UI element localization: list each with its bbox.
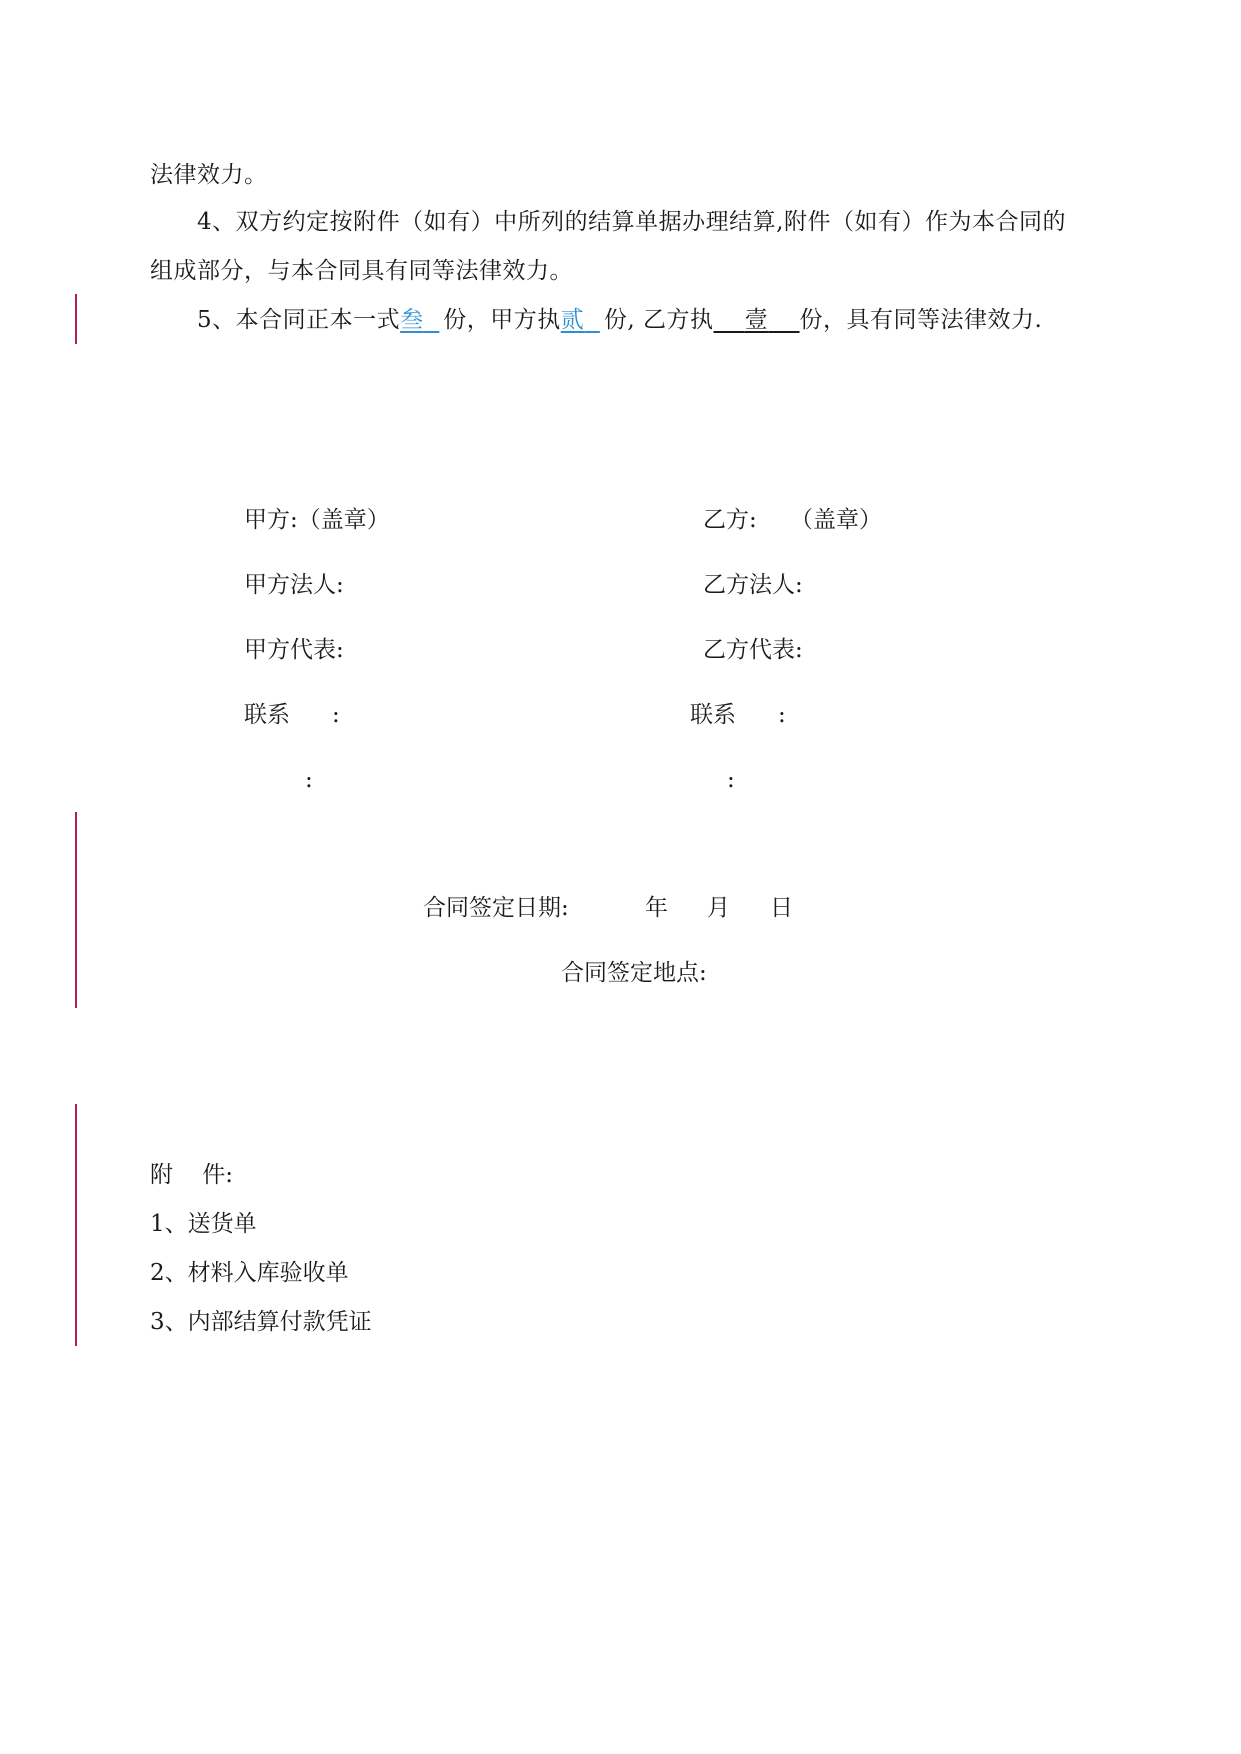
revision-bar-3 <box>75 1104 77 1346</box>
signing-day: 日 <box>770 895 793 921</box>
copies-total-field[interactable]: 叁 <box>400 307 424 333</box>
signing-date-label: 合同签定日期: <box>423 895 569 921</box>
clause4-line1: 4、双方约定按附件（如有）中所列的结算单据办理结算,附件（如有）作为本合同的 <box>197 209 1066 235</box>
party-b-seal-label: 乙方: <box>703 507 757 533</box>
clause5-mid2: 份, 乙方执 <box>603 307 714 333</box>
copies-party-b-field[interactable]: 壹 <box>744 307 769 333</box>
attachment-item-2: 2、材料入库验收单 <box>150 1260 349 1286</box>
clause5 <box>197 305 1042 335</box>
copies-party-a-field[interactable]: 贰 <box>560 307 585 333</box>
party-b-contact-colon: : <box>778 702 786 728</box>
party-a-representative: 甲方代表: <box>244 637 344 663</box>
clause5-prefix: 5、本合同正本一式 <box>197 307 401 333</box>
attachments-heading: 附 件: <box>150 1162 234 1188</box>
party-a-second-colon: : <box>305 767 313 793</box>
clause4-line2: 组成部分，与本合同具有同等法律效力。 <box>150 258 573 284</box>
party-b-legal-person: 乙方法人: <box>703 572 803 598</box>
attachment-item-1: 1、送货单 <box>150 1211 257 1237</box>
attachment-item-3: 3、内部结算付款凭证 <box>150 1309 372 1335</box>
signing-month: 月 <box>707 895 730 921</box>
signing-year: 年 <box>645 895 668 921</box>
revision-bar-1 <box>75 294 77 344</box>
clause5-suffix: 份，具有同等法律效力. <box>799 307 1043 333</box>
party-b-representative: 乙方代表: <box>703 637 803 663</box>
party-a-contact-colon: : <box>332 702 340 728</box>
party-a-seal: 甲方:（盖章） <box>244 507 390 533</box>
revision-bar-2 <box>75 812 77 1008</box>
party-b-second-colon: : <box>727 767 735 793</box>
party-b-seal-note: （盖章） <box>790 507 882 533</box>
clause3-tail: 法律效力。 <box>150 162 268 188</box>
clause5-mid1: 份，甲方执 <box>443 307 561 333</box>
signing-place-label: 合同签定地点: <box>561 960 707 986</box>
party-b-contact: 联系 <box>690 702 736 728</box>
party-a-legal-person: 甲方法人: <box>244 572 344 598</box>
party-a-contact: 联系 <box>244 702 290 728</box>
